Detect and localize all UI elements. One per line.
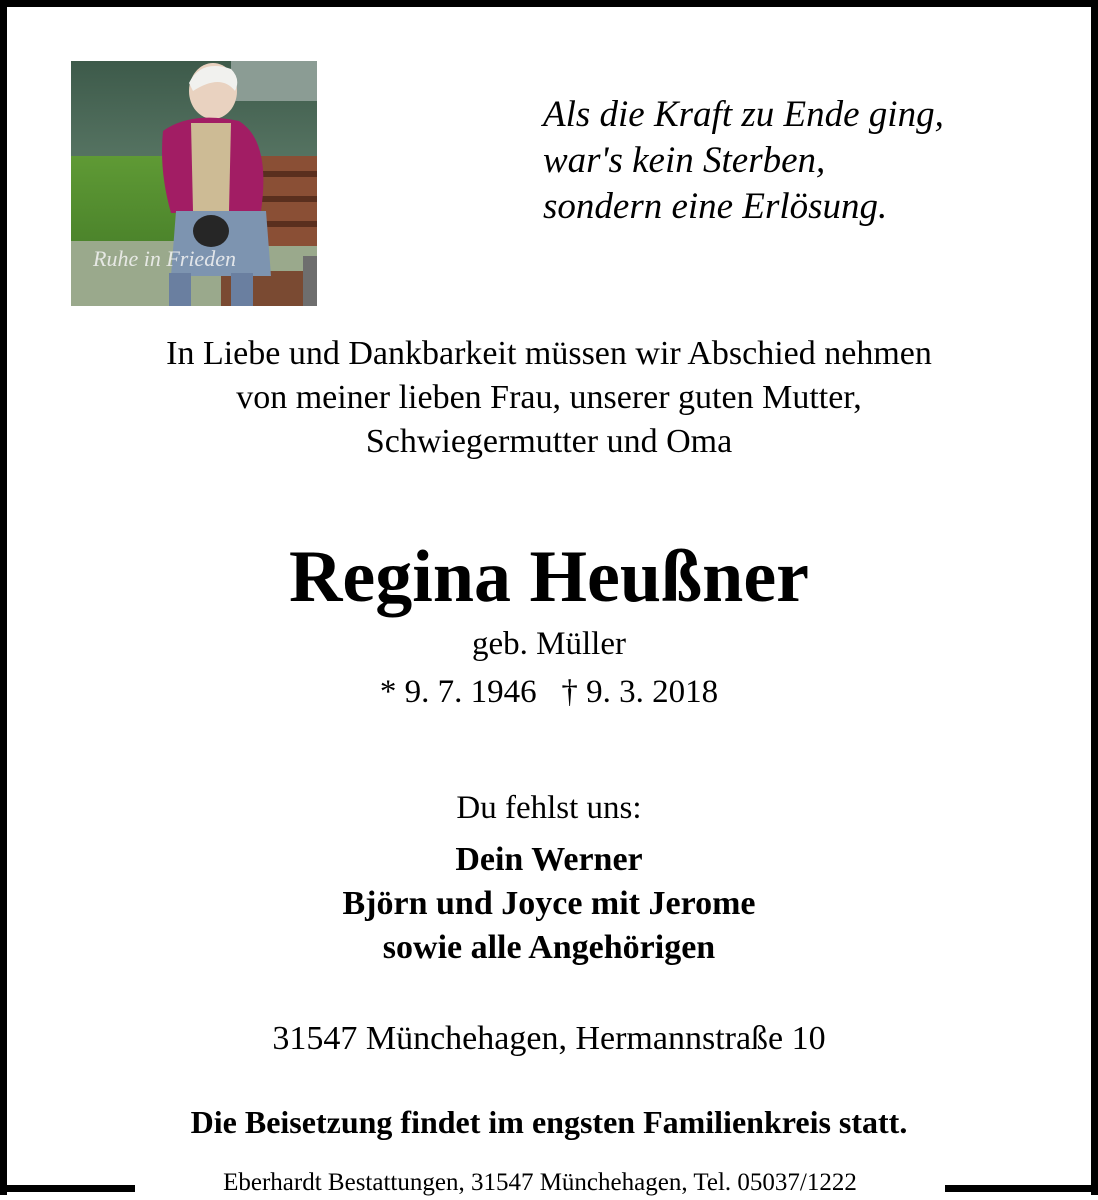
- birth-name: geb. Müller: [472, 626, 626, 662]
- mourner-line: Björn und Joyce mit Jerome: [342, 885, 756, 922]
- poem: [543, 92, 944, 230]
- deceased-name: Regina Heußner: [288, 536, 810, 618]
- intro-line: von meiner lieben Frau, unserer guten Mutter,: [236, 379, 862, 416]
- footer-rule-left: [0, 1185, 135, 1192]
- poem-line: Als die Kraft zu Ende ging,: [543, 94, 944, 135]
- footer-rule-right: [945, 1185, 1098, 1192]
- mourner-line: sowie alle Angehörigen: [382, 929, 716, 966]
- mourner-line: Dein Werner: [455, 841, 643, 878]
- intro-line: In Liebe und Dankbarkeit müssen wir Abschied nehmen: [166, 335, 932, 372]
- portrait-photo: [71, 61, 317, 306]
- border-top: [0, 0, 1098, 7]
- funeral-notice: Die Beisetzung findet im engsten Familienkreis statt.: [190, 1104, 908, 1140]
- mourners-list: [0, 838, 1098, 970]
- intro-text: [0, 332, 1098, 464]
- life-dates: * 9. 7. 1946 † 9. 3. 2018: [379, 674, 719, 710]
- address: 31547 Münchehagen, Hermannstraße 10: [272, 1020, 826, 1057]
- intro-line: Schwiegermutter und Oma: [365, 423, 733, 460]
- photo-overlay-text: Ruhe in Frieden: [93, 246, 236, 271]
- mourners-intro: Du fehlst uns:: [456, 790, 642, 826]
- poem-line: war's kein Sterben,: [543, 140, 826, 181]
- funeral-home-footer: Eberhardt Bestattungen, 31547 Münchehagen, Tel. 05037/1222: [223, 1169, 857, 1196]
- poem-line: sondern eine Erlösung.: [543, 186, 888, 227]
